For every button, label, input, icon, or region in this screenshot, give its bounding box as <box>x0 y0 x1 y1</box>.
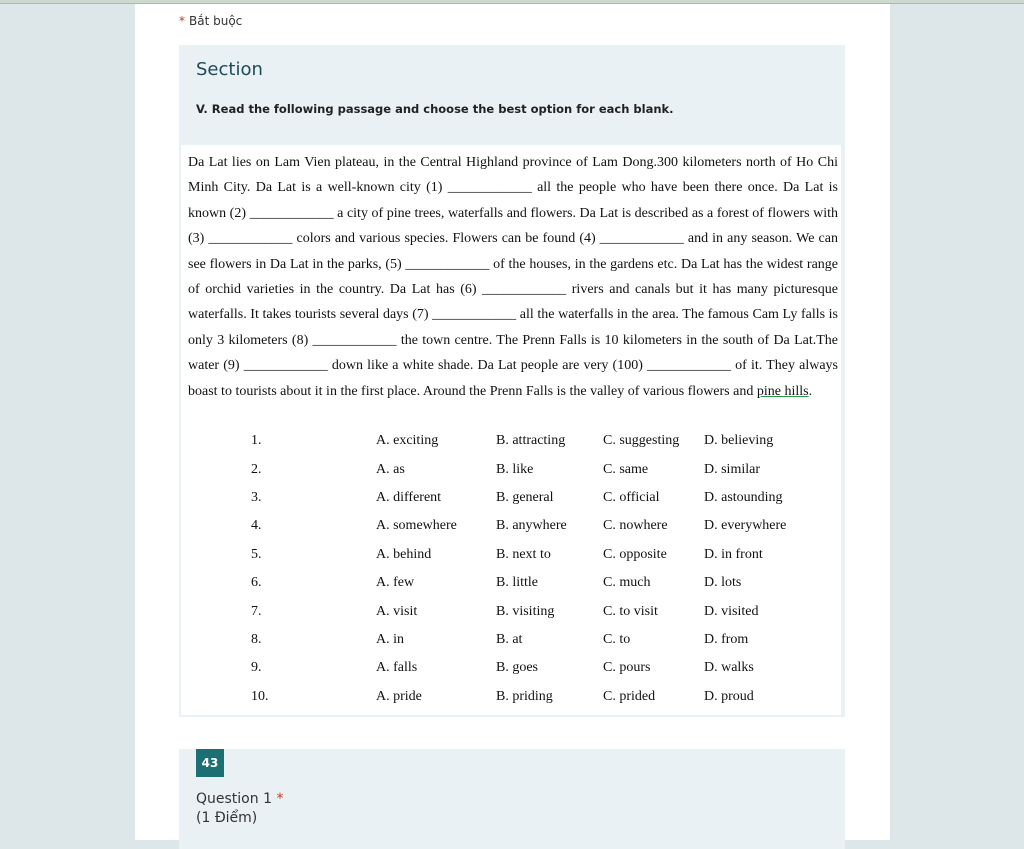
option-b: B. priding <box>496 688 553 704</box>
passage-underlined-text: pine hills <box>756 383 809 399</box>
options-row <box>181 512 841 540</box>
option-c: C. same <box>603 461 649 477</box>
options-row <box>181 455 841 483</box>
option-c: C. suggesting <box>603 433 680 449</box>
option-a: A. few <box>376 575 415 591</box>
option-d: D. from <box>704 631 749 647</box>
option-b: B. next to <box>496 546 551 562</box>
required-note <box>179 14 242 28</box>
option-number: 7. <box>251 603 262 619</box>
passage-text: Da Lat lies on Lam Vien plateau, in the Central Highland province of Lam Dong.300 kilometers north of Ho Chi Minh City. Da Lat is a well-known city (1) ____________ all the people who have been there once. Da Lat is known (2) ____________ a city of pine trees, waterfalls and flowers. Da Lat is described as a forest of flowers with (3) ____________ colors and various species. Flowers can be found (4) ____________ and in any season. We can see flowers in Da Lat in the parks, (5) ____________ of the houses, in the gardens etc. Da Lat has the widest range of orchid varieties in the country. Da Lat has (6) ____________ rivers and canals but it has many picturesque waterfalls. It takes tourists several days (7) ____________ all the waterfalls in the area. The famous Cam Ly falls is only 3 kilometers (8) ____________ the town centre. The Prenn Falls is 10 kilometers in the south of Da Lat.The water (9) ____________ down like a white shade. Da Lat people are very (100) ____________ of it. They always boast to tourists about it in the first place. Around the Prenn Falls is the valley of various flowers and <box>188 155 838 399</box>
option-number: 8. <box>251 631 262 647</box>
section-title: Section <box>196 59 263 80</box>
option-a: A. pride <box>376 688 422 704</box>
option-a: A. falls <box>376 660 418 676</box>
option-a: A. as <box>376 461 405 477</box>
option-d: D. visited <box>704 603 759 619</box>
required-star: * <box>179 14 185 28</box>
option-c: C. pours <box>603 660 651 676</box>
option-d: D. proud <box>704 688 754 704</box>
option-c: C. opposite <box>603 546 667 562</box>
options-row <box>181 427 841 455</box>
option-c: C. nowhere <box>603 518 668 534</box>
option-number: 2. <box>251 461 262 477</box>
required-label: Bắt buộc <box>189 14 243 28</box>
question-required-star: * <box>276 791 284 807</box>
reading-passage <box>188 150 838 404</box>
question-title <box>196 791 283 807</box>
option-number: 6. <box>251 575 262 591</box>
option-b: B. at <box>496 631 523 647</box>
option-b: B. like <box>496 461 534 477</box>
options-row <box>181 484 841 512</box>
option-c: C. to visit <box>603 603 658 619</box>
option-d: D. similar <box>704 461 760 477</box>
option-d: D. lots <box>704 575 742 591</box>
options-row <box>181 683 841 711</box>
option-d: D. believing <box>704 433 774 449</box>
option-a: A. different <box>376 489 442 505</box>
option-number: 10. <box>251 688 269 704</box>
question-title-text: Question 1 <box>196 791 272 807</box>
options-table <box>181 427 841 711</box>
passage-end: . <box>808 383 813 399</box>
option-a: A. exciting <box>376 433 439 449</box>
passage-image <box>181 145 841 715</box>
option-a: A. behind <box>376 546 432 562</box>
options-row <box>181 541 841 569</box>
question-card <box>179 749 845 849</box>
option-a: A. visit <box>376 603 418 619</box>
option-number: 1. <box>251 433 262 449</box>
options-row <box>181 569 841 597</box>
option-c: C. to <box>603 631 631 647</box>
option-b: B. general <box>496 489 554 505</box>
options-row <box>181 597 841 625</box>
option-b: B. anywhere <box>496 518 567 534</box>
option-b: B. visiting <box>496 603 555 619</box>
option-number: 4. <box>251 518 262 534</box>
question-number-badge: 43 <box>196 749 224 777</box>
question-points: (1 Điểm) <box>196 810 258 826</box>
option-d: D. in front <box>704 546 763 562</box>
top-strip <box>0 0 1024 3</box>
option-b: B. goes <box>496 660 538 676</box>
section-card <box>179 45 845 717</box>
option-b: B. little <box>496 575 538 591</box>
option-c: C. much <box>603 575 651 591</box>
option-a: A. somewhere <box>376 518 457 534</box>
option-d: D. astounding <box>704 489 783 505</box>
option-c: C. prided <box>603 688 656 704</box>
option-d: D. walks <box>704 660 754 676</box>
option-a: A. in <box>376 631 404 647</box>
option-d: D. everywhere <box>704 518 787 534</box>
option-number: 5. <box>251 546 262 562</box>
option-c: C. official <box>603 489 660 505</box>
options-row <box>181 654 841 682</box>
option-b: B. attracting <box>496 433 566 449</box>
section-instruction: V. Read the following passage and choose the best option for each blank. <box>196 102 674 116</box>
form-page <box>135 4 890 840</box>
option-number: 3. <box>251 489 262 505</box>
options-row <box>181 626 841 654</box>
option-number: 9. <box>251 660 262 676</box>
